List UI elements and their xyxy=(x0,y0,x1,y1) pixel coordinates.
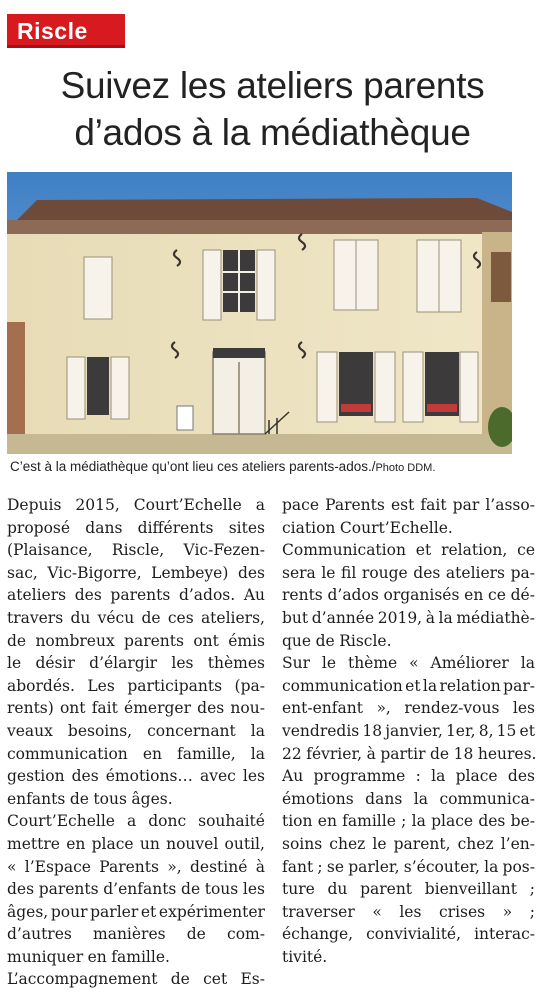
article-text-line: enfants de tous âges. xyxy=(7,789,173,808)
headline-line-1: Suivez les ateliers parents xyxy=(60,65,485,106)
article-text-line: des parents d’enfants de tous les xyxy=(7,880,265,899)
article-text-line: 22 février, à partir de 18 heures. xyxy=(282,744,537,763)
article-column-right xyxy=(282,494,535,968)
article-text-line: « l’Espace Parents », destiné à xyxy=(7,857,265,876)
article-text-line: émotions dans la communica- xyxy=(282,789,535,808)
article-text-line: rents) ont fait émerger des nou- xyxy=(7,699,265,718)
article-text-line: tion en famille ; la place des be- xyxy=(282,812,535,831)
article-text-line: fant ; se parler, s’écouter, la pos- xyxy=(282,857,535,876)
article-text-line: communication et la relation par- xyxy=(282,676,535,695)
caption-text: C’est à la médiathèque qu’ont lieu ces ateliers parents-ados./ xyxy=(10,459,376,474)
article-text-line: ent-enfant », rendez-vous les xyxy=(282,699,535,718)
article-text-line: gestion des émotions… avec les xyxy=(7,767,265,786)
article-text-line: ture du parent bienveillant ; xyxy=(282,880,535,899)
article-text-line: rents d’ados organisés en ce dé- xyxy=(282,586,535,605)
article-text-line: but d’année 2019, à la médiathè- xyxy=(282,608,535,627)
article-headline xyxy=(0,62,545,156)
photo-credit: Photo DDM. xyxy=(375,462,436,474)
article-text-line: Depuis 2015, Court’Echelle a xyxy=(7,496,265,514)
article-text-line: Court’Echelle a donc souhaité xyxy=(7,812,265,831)
article-text-line: vendredis 18 janvier, 1er, 8, 15 et xyxy=(282,721,535,740)
article-text-line: proposé dans différents sites xyxy=(7,518,265,537)
section-rubric: Riscle xyxy=(7,14,125,48)
article-text-line: travers du vécu de ces ateliers, xyxy=(7,608,265,627)
article-column-left xyxy=(7,494,265,991)
mediatheque-building-photo xyxy=(7,172,512,454)
article-text-line: de nombreux parents ont émis xyxy=(7,631,265,650)
article-text-line: abordés. Les participants (pa- xyxy=(7,676,265,695)
article-text-line: ateliers des parents d’ados. Au xyxy=(7,586,265,605)
article-text-line: Au programme : la place des xyxy=(282,767,535,786)
article-text-line: L’accompagnement de cet Es- xyxy=(7,970,265,989)
article-text-line: soins chez le parent, chez l’en- xyxy=(282,834,535,853)
article-text-line: le désir d’élargir les thèmes xyxy=(7,654,265,673)
article-text-line: mettre en place un nouvel outil, xyxy=(7,834,265,853)
article-text-line: traverser « les crises » ; xyxy=(282,902,535,921)
article-text-line: Sur le thème « Améliorer la xyxy=(282,654,535,673)
article-text-line: muniquer en famille. xyxy=(7,947,170,966)
article-text-line: sera le fil rouge des ateliers pa- xyxy=(282,563,535,582)
photo-caption xyxy=(10,459,540,474)
article-text-line: veaux besoins, concernant la xyxy=(7,721,265,740)
article-text-line: ciation Court’Echelle. xyxy=(282,518,453,537)
article-text-line: Communication et relation, ce xyxy=(282,541,535,560)
article-text-line: que de Riscle. xyxy=(282,631,392,650)
article-text-line: tivité. xyxy=(282,947,328,966)
article-text-line: âges, pour parler et expérimenter xyxy=(7,902,265,921)
article-text-line: communication en famille, la xyxy=(7,744,265,763)
article-text-line: pace Parents est fait par l’asso- xyxy=(282,496,535,514)
article-text-line: échange, convivialité, interac- xyxy=(282,925,535,944)
article-text-line: (Plaisance, Riscle, Vic-Fezen- xyxy=(7,541,265,560)
article-text-line: sac, Vic-Bigorre, Lembeye) des xyxy=(7,563,265,582)
article-text-line: d’autres manières de com- xyxy=(7,925,265,944)
article-photo xyxy=(7,172,512,454)
headline-line-2: d’ados à la médiathèque xyxy=(74,112,471,153)
